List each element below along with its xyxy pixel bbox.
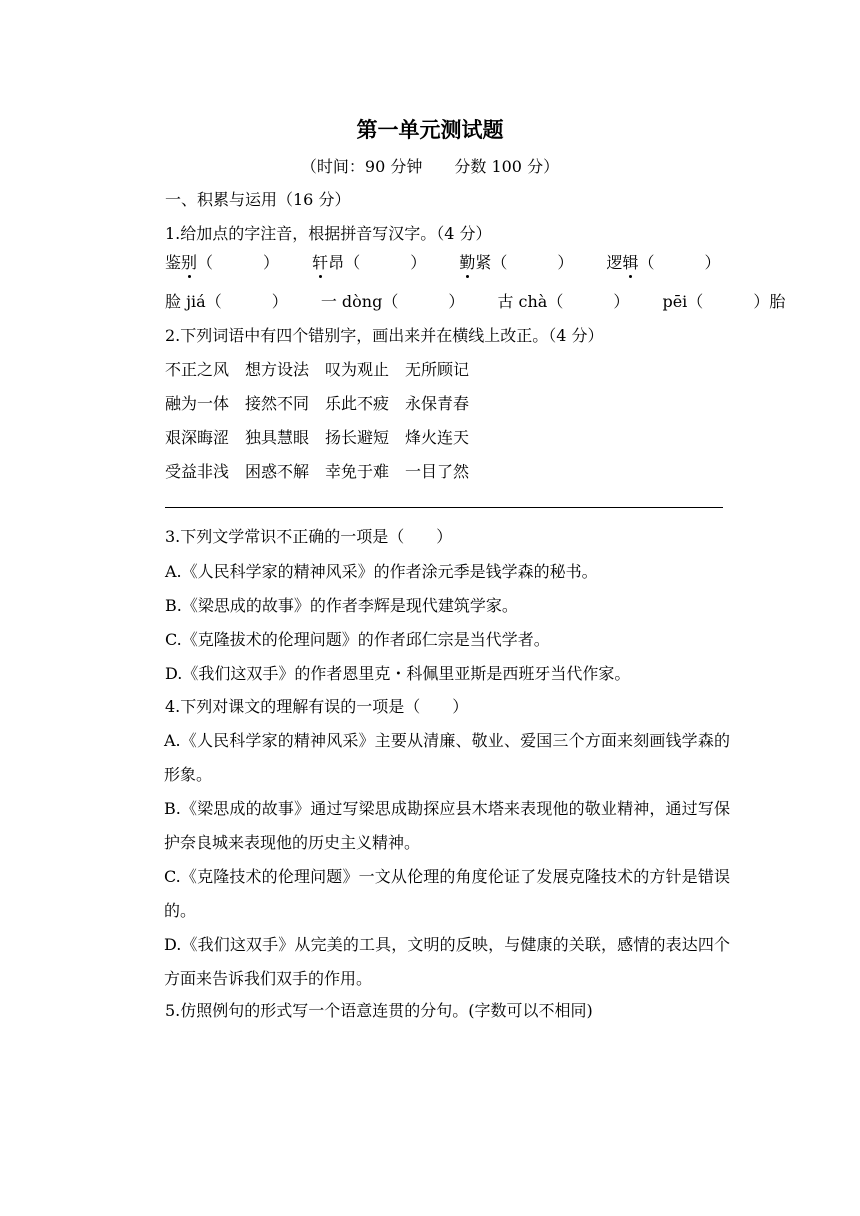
option-b: B.《梁思成的故事》的作者李辉是现代建筑学家。 <box>165 596 518 615</box>
idiom: 想方设法 <box>245 360 310 379</box>
option-d: D.《我们这双手》从完美的工具，文明的反映，与健康的关联，感情的表达四个方面来告诉我们双手的作用。 <box>164 935 730 988</box>
question-5-prompt: 5.仿照例句的形式写一个语意连贯的分句。(字数可以不相同) <box>165 1001 593 1020</box>
question-4-prompt: 4.下列对课文的理解有误的一项是（ ） <box>165 697 469 716</box>
idiom: 独具慧眼 <box>245 428 310 447</box>
option-a: A.《人民科学家的精神风采》的作者涂元季是钱学森的秘书。 <box>165 562 598 581</box>
pinyin-item: pēi（ ）胎 <box>662 292 786 311</box>
pinyin-item: 古 chà（ ） <box>497 292 630 311</box>
word-item: 鉴别（ ） <box>165 253 280 272</box>
question-1-prompt: 1.给加点的字注音，根据拼音写汉字。（4 分） <box>165 224 492 243</box>
idiom: 乐此不疲 <box>325 394 390 413</box>
idiom: 接然不同 <box>245 394 310 413</box>
idiom: 不正之风 <box>165 360 230 379</box>
idiom: 无所顾记 <box>405 360 470 379</box>
idiom: 永保青春 <box>405 394 470 413</box>
option-a: A.《人民科学家的精神风采》主要从清廉、敬业、爱国三个方面来刻画钱学森的形象。 <box>164 731 730 784</box>
section-heading: 一、积累与运用（16 分） <box>165 190 351 209</box>
question-1-row-2 <box>165 291 785 313</box>
pinyin-item: 脸 jiá（ ） <box>165 292 288 311</box>
word-item: 勤紧（ ） <box>459 253 574 272</box>
idiom: 融为一体 <box>165 394 230 413</box>
question-1-row-1 <box>165 252 721 274</box>
word-item: 轩昂（ ） <box>312 253 427 272</box>
idiom-row <box>165 359 485 381</box>
idiom: 受益非浅 <box>165 462 230 481</box>
option-c: C.《克隆技术的伦理问题》一文从伦理的角度伦证了发展克隆技术的方针是错误的。 <box>164 867 730 920</box>
exam-info: （时间：90 分钟 分数 100 分） <box>300 157 560 176</box>
idiom-row <box>165 461 485 483</box>
idiom: 困惑不解 <box>245 462 310 481</box>
option-d: D.《我们这双手》的作者恩里克・科佩里亚斯是西班牙当代作家。 <box>165 664 631 683</box>
pinyin-item: 一 dòng（ ） <box>320 292 465 311</box>
idiom: 幸免于难 <box>325 462 390 481</box>
page-title: 第一单元测试题 <box>356 118 504 142</box>
option-b: B.《梁思成的故事》通过写梁思成勘探应县木塔来表现他的敬业精神，通过写保护奈良城来表现他的历史主义精神。 <box>164 799 730 852</box>
idiom-row <box>165 427 485 449</box>
idiom: 一目了然 <box>405 462 470 481</box>
idiom: 叹为观止 <box>325 360 390 379</box>
idiom-row <box>165 393 485 415</box>
question-3-prompt: 3.下列文学常识不正确的一项是（ ） <box>165 527 453 546</box>
idiom: 艰深晦涩 <box>165 428 230 447</box>
question-2-prompt: 2.下列词语中有四个错别字，画出来并在横线上改正。（4 分） <box>165 326 604 345</box>
answer-line <box>165 507 723 508</box>
idiom: 扬长避短 <box>325 428 390 447</box>
word-item: 逻辑（ ） <box>606 253 721 272</box>
idiom: 烽火连天 <box>405 428 470 447</box>
option-c: C.《克隆拔术的伦理问题》的作者邱仁宗是当代学者。 <box>165 630 550 649</box>
